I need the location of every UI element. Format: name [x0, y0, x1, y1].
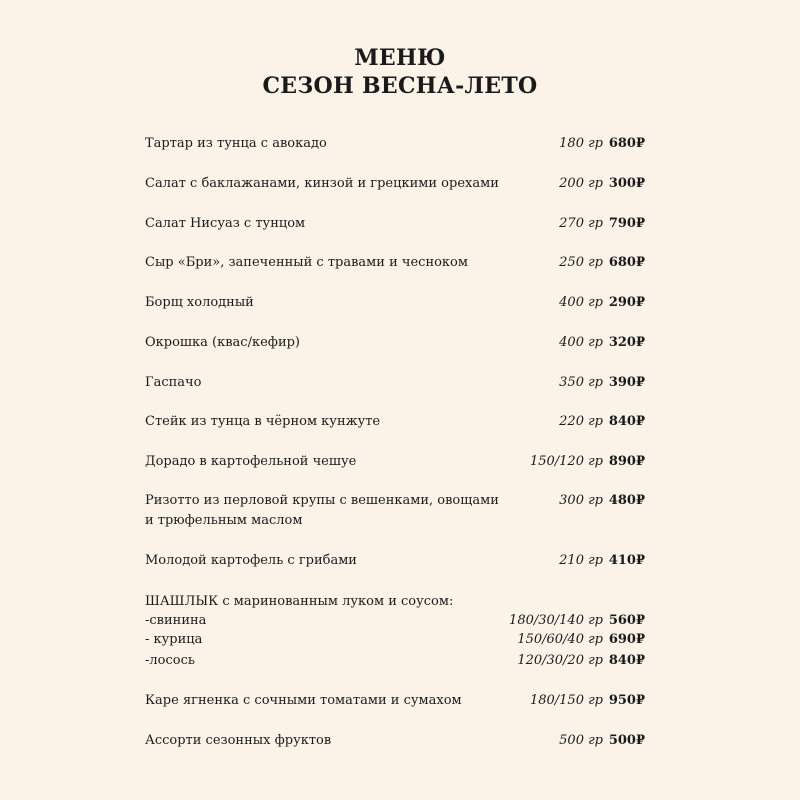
option-name: - курица: [145, 632, 203, 647]
option-name: -свинина: [145, 613, 207, 628]
item-weight: 400 гр: [559, 295, 603, 310]
item-name: Гаспачо: [145, 375, 202, 390]
item-weight: 250 гр: [559, 255, 603, 270]
item-price: 480₽: [608, 493, 645, 508]
item-price: 680₽: [608, 136, 645, 151]
item-name: Салат Нисуаз с тунцом: [145, 216, 306, 231]
item-price: 390₽: [608, 375, 645, 390]
item-name: Дорадо в картофельной чешуе: [145, 454, 357, 469]
item-weight: 270 гр: [559, 216, 603, 231]
item-name: Каре ягненка с сочными томатами и сумахом: [145, 693, 462, 708]
item-weight: 180 гр: [559, 136, 603, 151]
item-name: Окрошка (квас/кефир): [145, 335, 301, 350]
item-name: Сыр «Бри», запеченный с травами и чесноком: [145, 255, 468, 270]
option-name: -лосось: [145, 653, 195, 668]
item-weight: 150/120 гр: [529, 454, 603, 469]
option-price: 560₽: [608, 613, 645, 628]
item-name: Молодой картофель с грибами: [145, 553, 357, 568]
item-weight: 200 гр: [559, 176, 603, 191]
shashlik-option: [145, 651, 645, 671]
option-weight: 180/30/140 гр: [509, 613, 603, 628]
item-name: Ризотто из перловой крупы с вешенками, овощами и трюфельным маслом: [145, 493, 499, 528]
item-name: Стейк из тунца в чёрном кунжуте: [145, 414, 381, 429]
item-name: Тартар из тунца с авокадо: [145, 136, 327, 151]
shashlik-option: [145, 630, 645, 650]
option-weight: 120/30/20 гр: [517, 653, 603, 668]
shashlik-option: [145, 611, 645, 631]
item-weight: 210 гр: [559, 553, 603, 568]
item-name: Ассорти сезонных фруктов: [145, 733, 332, 748]
option-price: 690₽: [608, 632, 645, 647]
menu-subtitle: СЕЗОН ВЕСНА-ЛЕТО: [262, 73, 538, 99]
item-price: 840₽: [608, 414, 645, 429]
item-price: 890₽: [608, 454, 645, 469]
item-weight: 350 гр: [559, 375, 603, 390]
item-price: 680₽: [608, 255, 645, 270]
item-weight: 500 гр: [559, 733, 603, 748]
item-price: 950₽: [608, 693, 645, 708]
option-price: 840₽: [608, 653, 645, 668]
item-weight: 300 гр: [559, 493, 603, 508]
item-weight: 400 гр: [559, 335, 603, 350]
shashlik-title: ШАШЛЫК с маринованным луком и соусом:: [145, 594, 454, 609]
item-price: 320₽: [608, 335, 645, 350]
menu-title: МЕНЮ: [354, 45, 446, 71]
item-name: Борщ холодный: [145, 295, 254, 310]
item-price: 500₽: [608, 733, 645, 748]
option-weight: 150/60/40 гр: [517, 632, 603, 647]
item-weight: 180/150 гр: [529, 693, 603, 708]
item-name: Салат с баклажанами, кинзой и грецкими орехами: [145, 176, 499, 191]
item-price: 300₽: [608, 176, 645, 191]
item-weight: 220 гр: [559, 414, 603, 429]
item-price: 790₽: [608, 216, 645, 231]
item-price: 290₽: [608, 295, 645, 310]
item-price: 410₽: [608, 553, 645, 568]
